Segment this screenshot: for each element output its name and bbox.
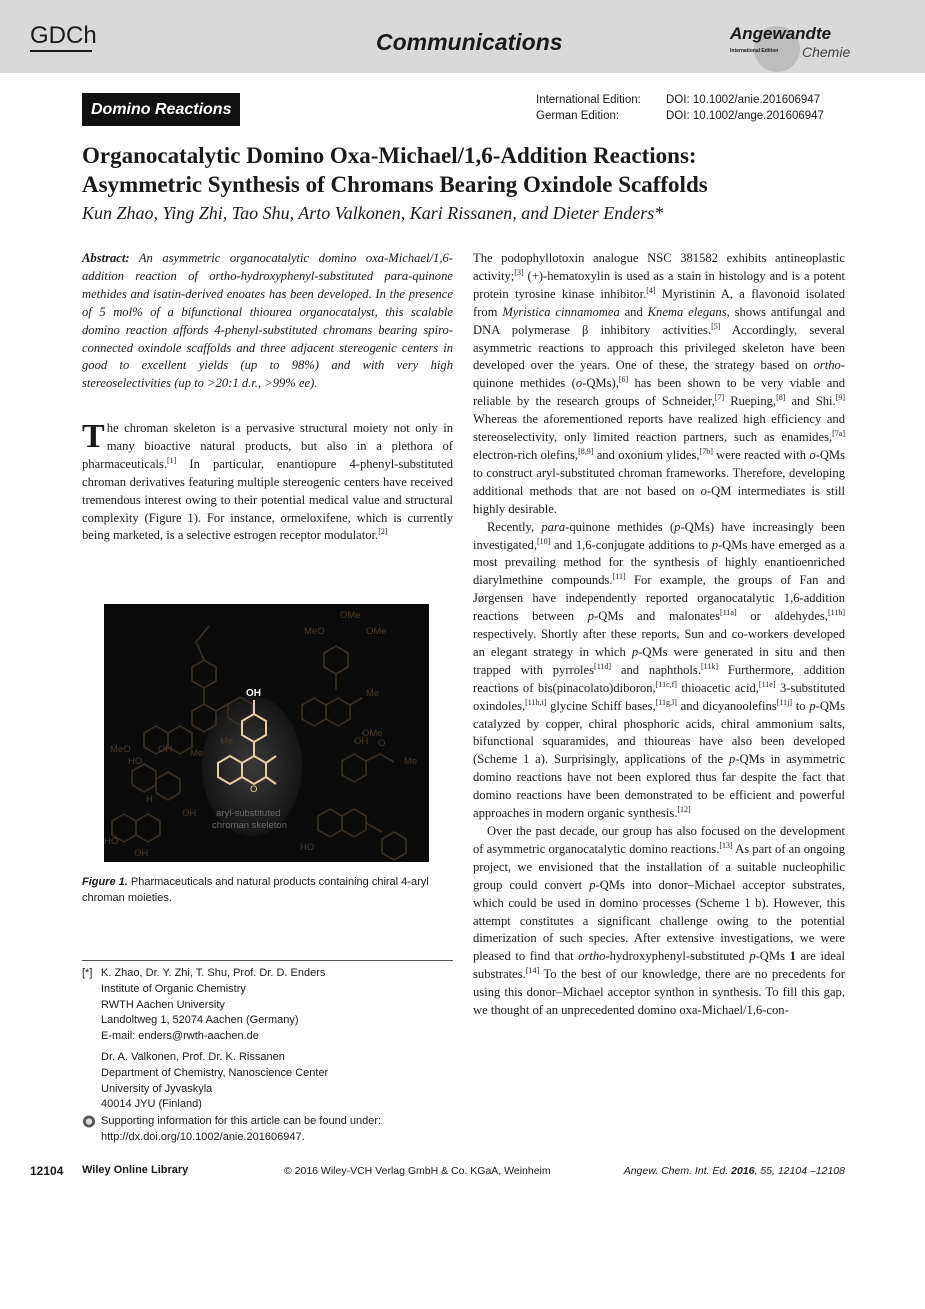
affil-line: University of Jyvaskyla: [101, 1082, 213, 1095]
fig-label-meo-left: MeO: [110, 744, 131, 755]
ref-link[interactable]: [11g,l]: [655, 697, 677, 707]
chroman-structures-graphic: [104, 604, 429, 862]
wiley-library-logo[interactable]: Wiley Online Library: [82, 1164, 189, 1176]
supporting-info-text: Supporting information for this article can be found under:: [101, 1115, 382, 1127]
ref-link[interactable]: [11h,i]: [525, 697, 547, 707]
caption-label: Figure 1.: [82, 876, 128, 888]
fig-label-aryl-1: aryl-substituted: [216, 808, 281, 819]
affil-line: K. Zhao, Dr. Y. Zhi, T. Shu, Prof. Dr. D. Enders: [101, 967, 326, 979]
ref-link[interactable]: [9]: [835, 393, 845, 403]
ref-link[interactable]: [4]: [646, 285, 656, 295]
journal-logo: [726, 20, 856, 70]
affil-line: Landoltweg 1, 52074 Aachen (Germany): [101, 1014, 299, 1027]
citation: Angew. Chem. Int. Ed. 2016, 55, 12104 –12108: [623, 1165, 845, 1177]
fig-label-meo-tr: MeO: [304, 626, 325, 637]
paragraph: Over the past decade, our group has also focused on the development of asymmetric organocatalytic domino reactions.[13] As part of an ongoing project, we envisioned that the installation of a suitable nucleophilic group could convert p-QMs into donor–Michael acceptor substrates, which could be used in domino processes (Scheme 1 b). However, this attempt constitutes a significant challenge owing to the potential dimerization of such species. After extensive investigations, we were pleased to find that ortho-hydroxyphenyl-substituted p-QMs 1 are ideal substrates.[14] To the best of our knowledge, there are no precedents for using this donor–Michael acceptor synthon in synthesis. To fill this gap, we thought of an unprecedented domino oxa-Michael/1,6-con-: [473, 824, 845, 1018]
doi-german-value[interactable]: DOI: 10.1002/ange.201606947: [666, 110, 824, 122]
body-text-right: [473, 250, 845, 1020]
abstract-label: Abstract:: [82, 251, 130, 265]
fig-label-ho-r: HO: [300, 842, 315, 853]
fig-label-o-r: O: [378, 738, 386, 749]
doi-intl-label: International Edition:: [536, 94, 641, 106]
page-number: 12104: [30, 1164, 64, 1178]
affiliations: [82, 966, 453, 1113]
ref-link[interactable]: [11k]: [700, 661, 719, 671]
abstract: [82, 250, 453, 393]
journal-logo-chemie: Chemie: [802, 44, 851, 60]
ref-link[interactable]: [11j]: [776, 697, 793, 707]
ref-link[interactable]: [11e]: [758, 679, 776, 689]
title-line-1: Organocatalytic Domino Oxa-Michael/1,6-Addition Reactions:: [82, 143, 697, 168]
ref-link[interactable]: [5]: [711, 321, 721, 331]
doi-intl-value[interactable]: DOI: 10.1002/anie.201606947: [666, 94, 821, 106]
ref-link[interactable]: [7a]: [832, 429, 845, 439]
affil-line: Dr. A. Valkonen, Prof. Dr. K. Rissanen: [101, 1050, 285, 1063]
ref-link[interactable]: [11b]: [827, 608, 845, 618]
section-title: Communications: [376, 29, 563, 55]
affil-email[interactable]: E-mail: enders@rwth-aachen.de: [101, 1030, 259, 1043]
fig-label-oh-center: OH: [246, 688, 261, 699]
ref-link[interactable]: [11]: [612, 572, 626, 582]
journal-logo-edition: International Edition: [730, 48, 779, 54]
fig-label-me-r: Me: [404, 756, 418, 767]
category-badge: Domino Reactions: [82, 93, 240, 126]
ref-link[interactable]: [7b]: [699, 446, 713, 456]
affiliation-mark: [*]: [82, 967, 93, 979]
fig-label-ome-top: OMe: [340, 610, 361, 621]
fig-label-ome-right: OMe: [366, 626, 387, 637]
gdch-logo-underline: [30, 50, 92, 52]
supporting-info-link[interactable]: http://dx.doi.org/10.1002/anie.201606947.: [101, 1130, 305, 1143]
gdch-logo: GDCh: [30, 22, 97, 49]
figure-1-caption: [82, 875, 453, 906]
intro-paragraph: [82, 420, 453, 545]
fig-label-oh-r1: OH: [354, 736, 369, 747]
doi-block: [536, 92, 824, 124]
ref-link[interactable]: [11a]: [720, 608, 737, 618]
doi-intl: [536, 92, 824, 108]
caption-text: Pharmaceuticals and natural products containing chiral 4-aryl chroman moieties.: [82, 876, 429, 904]
ref-link[interactable]: [3]: [514, 267, 524, 277]
affil-line: RWTH Aachen University: [101, 998, 225, 1011]
supporting-info-icon: [82, 1115, 96, 1128]
fig-label-oh-left-bottom: OH: [134, 848, 149, 859]
doi-german-label: German Edition:: [536, 110, 620, 122]
intro-text-2: In particular, enantiopure 4-phenyl-substituted chroman derivatives featuring multiple stereogenic centers have received tremendous interest owing to their potential medical value and structural complexity (Figure 1). For instance, ormeloxifene, which is currently being marketed, is a selective estrogen receptor modulator.: [82, 456, 453, 543]
ref-link[interactable]: [12]: [677, 805, 691, 815]
fig-label-me1: Me: [220, 736, 234, 747]
ref-link[interactable]: [10]: [537, 536, 551, 546]
journal-logo-name: Angewandte: [730, 24, 832, 43]
fig-label-h-left: H: [146, 794, 153, 805]
ref-link[interactable]: [1]: [166, 455, 177, 465]
ref-link[interactable]: [11c,f]: [655, 679, 677, 689]
ref-link[interactable]: [11d]: [594, 661, 612, 671]
ref-link[interactable]: [8]: [776, 393, 786, 403]
affil-line: Institute of Organic Chemistry: [101, 982, 246, 995]
ref-link[interactable]: [14]: [525, 966, 540, 976]
fig-label-me2: Me: [190, 748, 204, 759]
affil-line: 40014 JYU (Finland): [101, 1098, 202, 1111]
fig-label-ome-bottom: OMe: [362, 728, 383, 739]
figure-1-image: [104, 604, 429, 862]
copyright: © 2016 Wiley-VCH Verlag GmbH & Co. KGaA, Weinheim: [284, 1165, 551, 1177]
ref-link[interactable]: [2]: [378, 527, 388, 537]
affiliation-divider: [82, 960, 453, 961]
drop-cap: T: [82, 418, 105, 455]
affil-line: Department of Chemistry, Nanoscience Center: [101, 1066, 329, 1079]
fig-label-aryl-2: chroman skeleton: [212, 820, 287, 831]
fig-label-ho-left: HO: [128, 756, 143, 767]
paragraph: Recently, para-quinone methides (p-QMs) have increasingly been investigated,[10] and 1,6-conjugate additions to p-QMs have emerged as a most prevailing method for the synthesis of highly enantioenriched diarylmethine compounds.[11] For example, the groups of Fan and Jørgensen have independently reported organocatalytic 1,6-addition reactions between p-QMs and malonates[11a] or aldehydes,[11b] respectively. Shortly after these reports, Sun and co-workers developed an elegant strategy in which p-QMs were generated in situ and then trapped with pyrroles[11d] and naphthols.[11k] Furthermore, addition reactions of bis(pinacolato)diboron,[11c,f] thioacetic acid,[11e] 3-substituted oxindoles,[11h,i] glycine Schiff bases,[11g,l] and dicyanoolefins[11j] to p-QMs catalyzed by copper, chiral phosphoric acids, chiral ammonium salts, bifunctional squaramides, and thioureas have also been developed (Scheme 1 a). Surprisingly, applications of the p-QMs in asymmetric domino reactions have not been explored thus far despite the fact that domino reactions have been demonstrated to be efficient and powerful approaches in modern organic synthesis.[12]: [473, 519, 846, 821]
page-footer: [0, 1164, 925, 1182]
fig-label-ho-left-bottom: HO: [104, 836, 119, 847]
ref-link[interactable]: [8,9]: [578, 446, 594, 456]
paragraph: The podophyllotoxin analogue NSC 381582 exhibits antineoplastic activity;[3] (+)-hematoxylin is used as a stain in histology and is a potent protein tyrosine kinase inhibitor.[4] Myristinin A, a flavonoid isolated from Myristica cinnamomea and Knema elegans, shows antifungal and DNA polymerase β inhibitory activities.[5] Accordingly, several asymmetric reactions to approach this privileged skeleton have been developed over the years. One of these, the strategy based on ortho-quinone methides (o-QMs),[6] has been shown to be very viable and reliable by the research groups of Schneider,[7] Rueping,[8] and Shi.[9] Whereas the aforementioned reports have realized high efficiency and stereoselectivity, only limited reaction partners, such as enamides,[7a] electron-rich olefins,[8,9] and oxonium ylides,[7b] were reacted with o-QMs to construct aryl-substituted chroman frameworks. Therefore, developing additional methods that are not based on o-QM intermediates is still highly desirable.: [473, 251, 846, 516]
supporting-info: [82, 1114, 453, 1146]
fig-label-oh-left-mid: OH: [182, 808, 197, 819]
abstract-text: An asymmetric organocatalytic domino oxa-Michael/1,6-addition reaction of ortho-hydroxyphenyl-substituted para-quinone methides and isatin-derived enoates has been developed. In the presence of 5 mol% of a bifunctional thiourea organocatalyst, this scalable domino reaction affords 4-phenyl-substituted chromans bearing spiro-connected oxindole scaffolds and three adjacent stereogenic centers in good to excellent yields (up to 98%) and with very high stereoselectivities (up to >20:1 d.r., >99% ee).: [82, 251, 453, 391]
doi-german: [536, 108, 824, 124]
fig-label-oh-left-top: OH: [158, 744, 173, 755]
ref-link[interactable]: [7]: [714, 393, 725, 403]
ref-link[interactable]: [6]: [618, 375, 629, 385]
article-title: [82, 141, 852, 199]
intro-text-1: he chroman skeleton is a pervasive structural moiety not only in many bioactive natural products, but also in a plethora of pharmaceuticals.: [82, 421, 453, 471]
fig-label-o-center: O: [250, 784, 258, 795]
author-list: Kun Zhao, Ying Zhi, Tao Shu, Arto Valkonen, Kari Rissanen, and Dieter Enders*: [82, 203, 664, 223]
fig-label-me3: Me: [366, 688, 380, 699]
ref-link[interactable]: [13]: [719, 840, 733, 850]
title-line-2: Asymmetric Synthesis of Chromans Bearing Oxindole Scaffolds: [82, 172, 708, 197]
